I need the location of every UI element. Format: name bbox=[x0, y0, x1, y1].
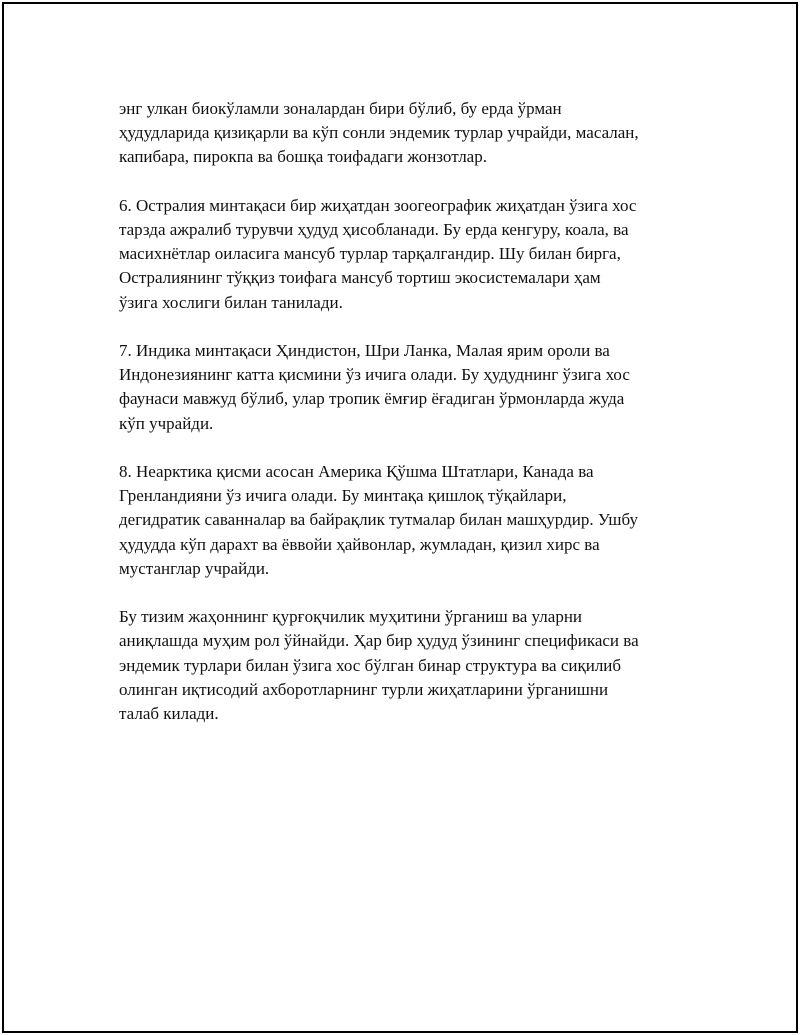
paragraph-indica bbox=[119, 339, 719, 436]
text-line: мустанглар учрайди. bbox=[119, 558, 270, 578]
text-line: Гренландияни ўз ичига олади. Бу минтақа қишлоқ тўқайлари, bbox=[119, 486, 567, 506]
text-line: Остралиянинг тўққиз тоифага мансуб тортиш экосистемалари ҳам bbox=[119, 268, 601, 288]
text-line: Индонезиянинг катта қисмини ўз ичига олади. Бу ҳудуднинг ўзига хос bbox=[119, 365, 630, 385]
paragraph-nearctic bbox=[119, 460, 719, 581]
text-line: ҳудудда кўп дарахт ва ёввойи ҳайвонлар, жумладан, қизил хирс ва bbox=[119, 534, 600, 554]
text-line: дегидратик саванналар ва байрақлик тутмалар билан машҳурдир. Ушбу bbox=[119, 510, 638, 530]
paragraph-continuation bbox=[119, 97, 719, 170]
text-line: масихнётлар оиласига мансуб турлар тарқалгандир. Шу билан бирга, bbox=[119, 244, 621, 264]
text-line: Бу тизим жаҳоннинг қурғоқчилик муҳитини ўрганиш ва уларни bbox=[119, 607, 583, 627]
text-line: олинган иқтисодий ахборотларнинг турли жиҳатларини ўрганишни bbox=[119, 679, 609, 699]
text-line: 7. Индика минтақаси Ҳиндистон, Шри Ланка, Малая ярим ороли ва bbox=[119, 341, 610, 360]
text-line: ҳудудларида қизиқарли ва кўп сонли эндемик турлар учрайди, масалан, bbox=[119, 123, 639, 143]
text-line: тарзда ажралиб турувчи ҳудуд ҳисобланади. Бу ерда кенгуру, коала, ва bbox=[119, 220, 629, 239]
text-line: кўп учрайди. bbox=[119, 413, 214, 433]
text-line: капибара, пирокпа ва бошқа тоифадаги жонзотлар. bbox=[119, 147, 487, 167]
text-line: энг улкан биокўламли зоналардан бири бўлиб, бу ерда ўрман bbox=[119, 99, 562, 118]
paragraph-conclusion bbox=[119, 605, 719, 726]
text-line: ўзига хослиги билан танилади. bbox=[119, 292, 343, 312]
document-body bbox=[119, 97, 719, 750]
document-page bbox=[2, 2, 798, 1033]
text-line: 8. Неарктика қисми асосан Америка Қўшма Штатлари, Канада ва bbox=[119, 462, 594, 481]
text-line: 6. Остралия минтақаси бир жиҳатдан зоогеографик жиҳатдан ўзига хос bbox=[119, 195, 637, 215]
text-line: фаунаси мавжуд бўлиб, улар тропик ёмғир ёғадиган ўрмонларда жуда bbox=[119, 389, 625, 409]
text-line: талаб килади. bbox=[119, 704, 219, 724]
text-line: эндемик турлари билан ўзига хос бўлган бинар структура ва сиқилиб bbox=[119, 655, 622, 675]
paragraph-australia bbox=[119, 194, 719, 315]
text-line: аниқлашда муҳим рол ўйнайди. Ҳар бир ҳудуд ўзининг спецификаси ва bbox=[119, 631, 639, 651]
